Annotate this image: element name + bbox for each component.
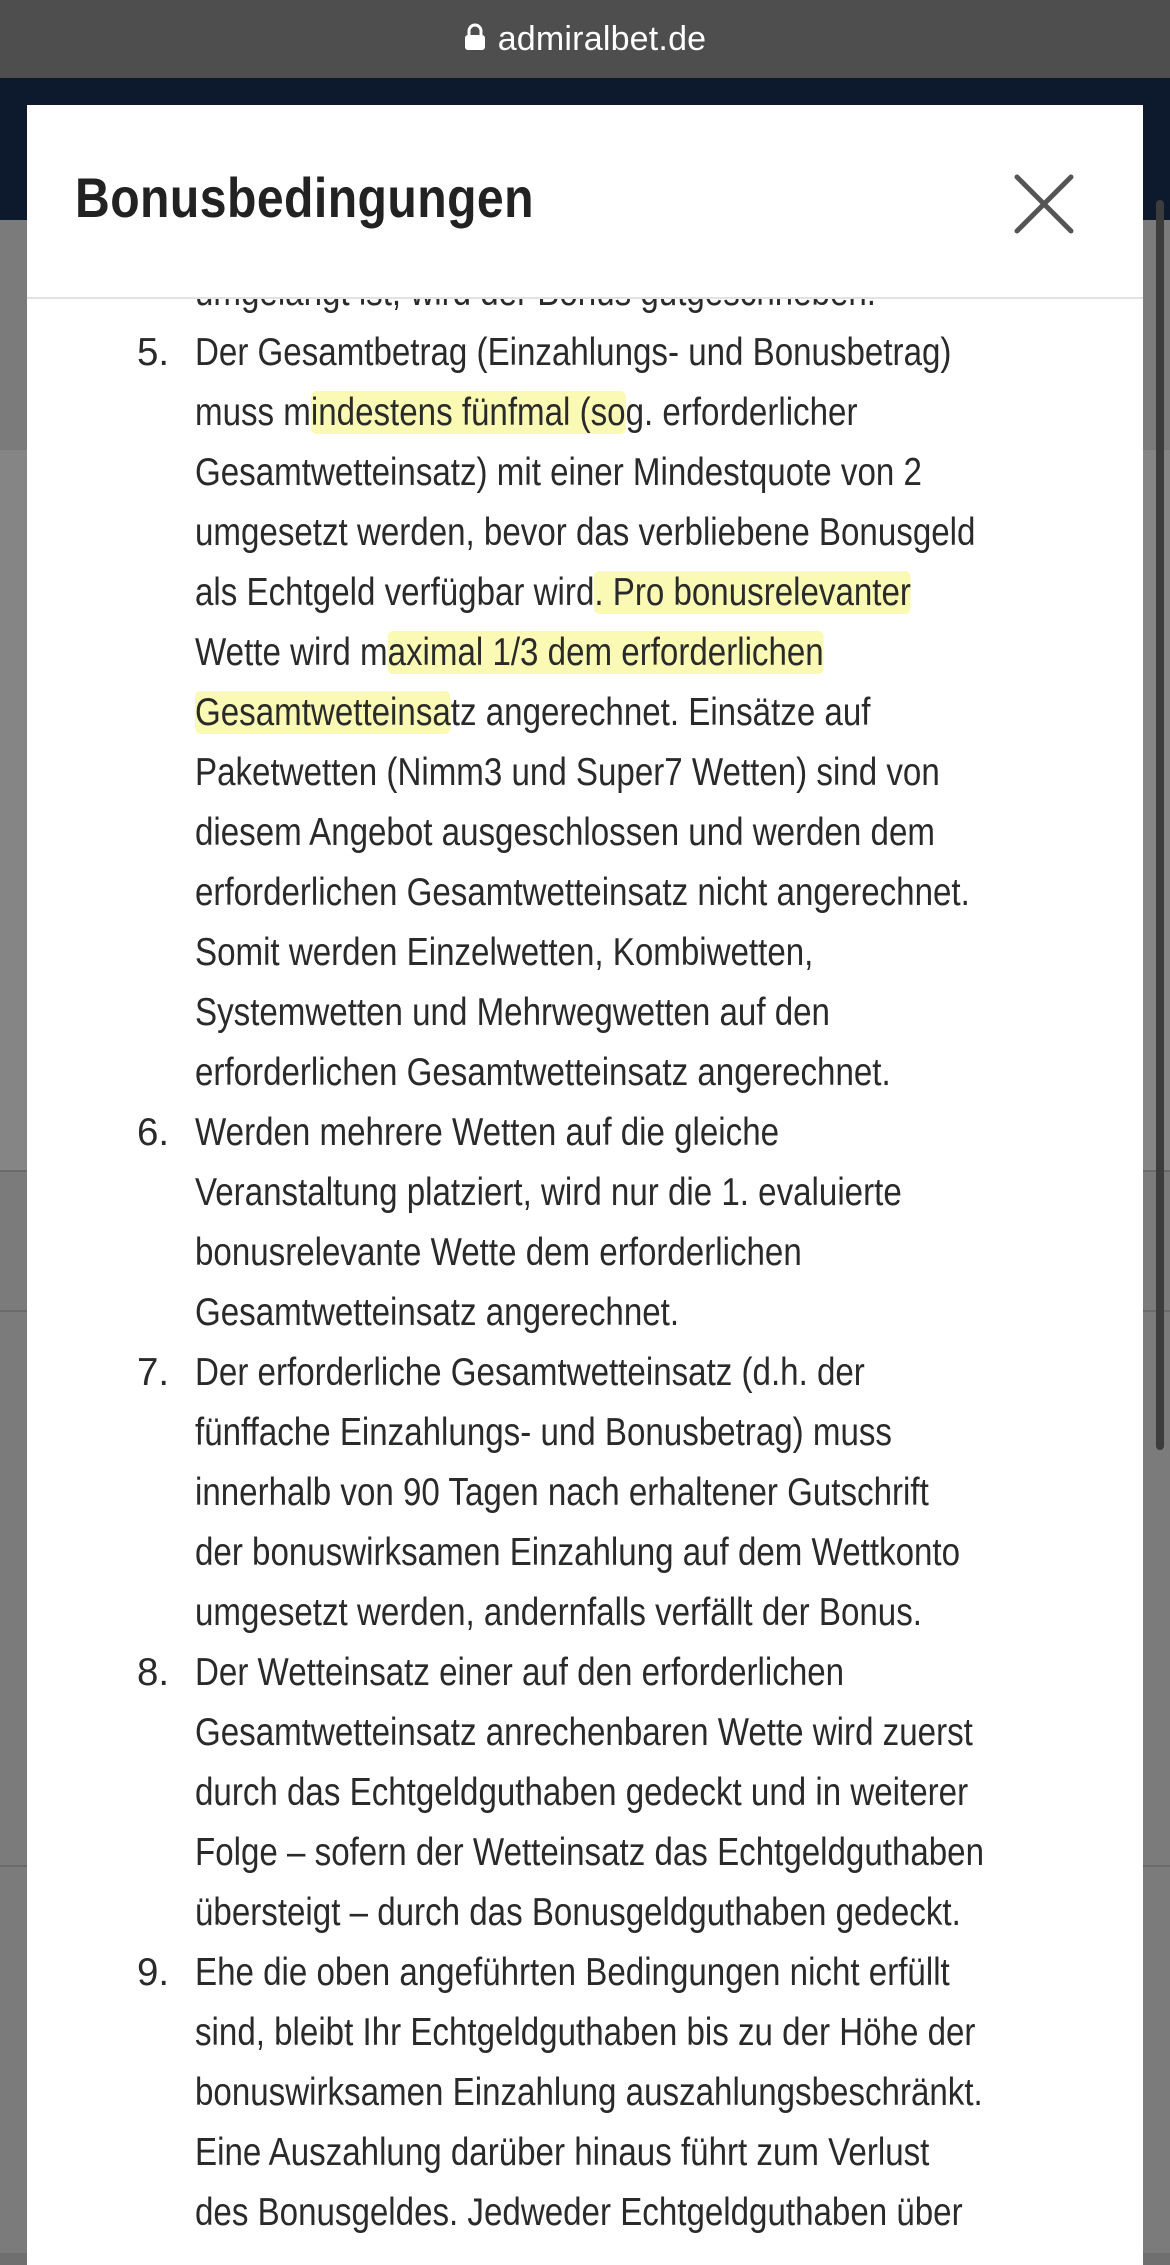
term-line: Der Gesamtbetrag (Einzahlungs- und Bonusbetrag)	[195, 331, 952, 374]
term-line: der bonuswirksamen Einzahlung auf dem Wettkonto	[195, 1531, 961, 1574]
list-number: 9.	[137, 1951, 170, 1994]
term-line: innerhalb von 90 Tagen nach erhaltener Gutschrift	[195, 1471, 929, 1514]
modal-body[interactable]	[27, 299, 1143, 2265]
browser-url-bar[interactable]	[0, 0, 1170, 78]
highlight-mark: Gesamtwetteinsa	[195, 691, 451, 734]
term-line: erforderlichen Gesamtwetteinsatz nicht angerechnet.	[195, 871, 970, 914]
list-item-8	[27, 1643, 1143, 1943]
highlight-mark: aximal 1/3 dem erforderlichen	[387, 631, 824, 674]
term-line: durch das Echtgeldguthaben gedeckt und in weiterer	[195, 1771, 969, 1814]
list-number: 8.	[137, 1651, 170, 1694]
term-line: Der erforderliche Gesamtwetteinsatz (d.h. der	[195, 1351, 865, 1394]
page-scrollbar-thumb[interactable]	[1156, 200, 1164, 1450]
term-line: Systemwetten und Mehrwegwetten auf den	[195, 991, 830, 1034]
modal-header	[27, 105, 1143, 299]
term-line: Der Wetteinsatz einer auf den erforderlichen	[195, 1651, 845, 1694]
terms-list	[27, 263, 1143, 2243]
term-text	[195, 1643, 1124, 1943]
lock-icon	[464, 23, 486, 51]
list-number: 6.	[137, 1111, 170, 1154]
term-line: Veranstaltung platziert, wird nur die 1. evaluierte	[195, 1171, 902, 1214]
term-line: Somit werden Einzelwetten, Kombiwetten,	[195, 931, 814, 974]
url-text: admiralbet.de	[497, 19, 707, 58]
term-line: des Bonusgeldes. Jedweder Echtgeldguthaben über	[195, 2191, 963, 2234]
term-text	[195, 1943, 1124, 2243]
term-text	[195, 1103, 1124, 1343]
term-line-highlighted: Gesamtwetteinsatz angerechnet. Einsätze auf	[195, 691, 871, 734]
term-line-highlighted: als Echtgeld verfügbar wird. Pro bonusrelevanter	[195, 571, 911, 614]
highlight-mark: . Pro bonusrelevanter	[594, 571, 911, 614]
list-item-6	[27, 1103, 1143, 1343]
term-line: Folge – sofern der Wetteinsatz das Echtgeldguthaben	[195, 1831, 985, 1874]
bonus-terms-modal	[27, 105, 1143, 2265]
term-line: sind, bleibt Ihr Echtgeldguthaben bis zu der Höhe der	[195, 2011, 976, 2054]
term-line: bonusrelevante Wette dem erforderlichen	[195, 1231, 802, 1274]
term-line: Ehe die oben angeführten Bedingungen nicht erfüllt	[195, 1951, 950, 1994]
term-line: Paketwetten (Nimm3 und Super7 Wetten) sind von	[195, 751, 940, 794]
term-line-highlighted: muss mindestens fünfmal (sog. erforderlicher	[195, 391, 858, 434]
term-line: Gesamtwetteinsatz angerechnet.	[195, 1291, 680, 1334]
term-line: übersteigt – durch das Bonusgeldguthaben gedeckt.	[195, 1891, 961, 1934]
term-text	[195, 1343, 1124, 1643]
term-line: Gesamtwetteinsatz) mit einer Mindestquote von 2	[195, 451, 922, 494]
term-line: Gesamtwetteinsatz anrechenbaren Wette wird zuerst	[195, 1711, 973, 1754]
term-text	[195, 323, 1124, 1103]
close-button[interactable]	[1011, 171, 1077, 237]
modal-title: Bonusbedingungen	[75, 166, 534, 229]
term-line: umgesetzt werden, andernfalls verfällt der Bonus.	[195, 1591, 922, 1634]
term-line: Eine Auszahlung darüber hinaus führt zum Verlust	[195, 2131, 930, 2174]
highlight-mark: indestens fünfmal (so	[310, 391, 626, 434]
term-line: diesem Angebot ausgeschlossen und werden dem	[195, 811, 935, 854]
term-line: erforderlichen Gesamtwetteinsatz angerechnet.	[195, 1051, 891, 1094]
list-item-5	[27, 323, 1143, 1103]
close-icon	[1011, 171, 1077, 237]
list-item-7	[27, 1343, 1143, 1643]
list-item-9	[27, 1943, 1143, 2243]
term-line-highlighted: Wette wird maximal 1/3 dem erforderlichen	[195, 631, 824, 674]
term-line: fünffache Einzahlungs- und Bonusbetrag) muss	[195, 1411, 892, 1454]
term-line: umgesetzt werden, bevor das verbliebene Bonusgeld	[195, 511, 976, 554]
term-line: bonuswirksamen Einzahlung auszahlungsbeschränkt.	[195, 2071, 983, 2114]
list-number: 5.	[137, 331, 170, 374]
term-line: Werden mehrere Wetten auf die gleiche	[195, 1111, 780, 1154]
list-number: 7.	[137, 1351, 170, 1394]
